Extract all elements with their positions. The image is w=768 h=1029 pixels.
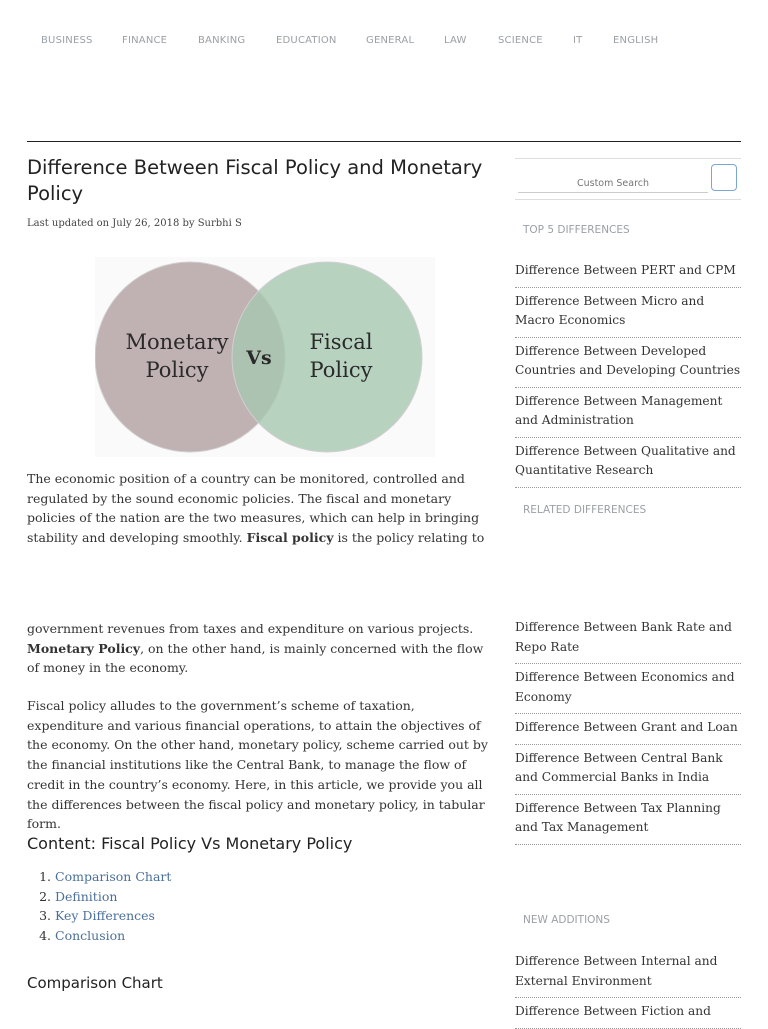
venn-right-line2: Policy (309, 358, 373, 382)
nav-science[interactable]: SCIENCE (498, 35, 543, 46)
intro-paragraph-cont (27, 619, 495, 678)
nav-it[interactable]: IT (573, 35, 583, 46)
overview-paragraph: Fiscal policy alludes to the government’s scheme of taxation, expenditure and various financial operations, to attain the objectives of the economy. On the other hand, monetary policy, scheme carried out by the financial institutions like the Central Bank, to manage the flow of credit in the country’s economy. Here, in this article, we provide you all the differences between the fiscal policy and monetary policy, in tabular form. (27, 698, 488, 832)
toc-link-definition[interactable]: Definition (55, 888, 118, 904)
venn-vs: Vs (246, 347, 272, 369)
top5-item[interactable]: Difference Between PERT and CPM (515, 257, 741, 288)
cont-bold: Monetary Policy (27, 640, 141, 656)
header-divider (27, 141, 741, 142)
top5-item[interactable]: Difference Between Management and Administration (515, 388, 741, 438)
new-item[interactable]: Difference Between Internal and External Environment (515, 948, 741, 998)
toc-item (55, 906, 171, 926)
related-heading: RELATED DIFFERENCES (523, 504, 647, 516)
nav-general[interactable]: GENERAL (366, 35, 415, 46)
venn-left-line2: Policy (145, 358, 209, 382)
cont-text-2: , on the other hand, is mainly concerned with the flow of money in the economy. (27, 640, 484, 676)
toc-link-conclusion[interactable]: Conclusion (55, 928, 126, 944)
cont-text: government revenues from taxes and expenditure on various projects. (27, 621, 474, 636)
nav-education[interactable]: EDUCATION (276, 35, 337, 46)
related-item[interactable]: Difference Between Economics and Economy (515, 664, 741, 714)
nav-finance[interactable]: FINANCE (122, 35, 168, 46)
toc-link-key-differences[interactable]: Key Differences (55, 908, 155, 924)
intro-paragraph (27, 469, 495, 548)
top5-heading: TOP 5 DIFFERENCES (523, 224, 630, 236)
comparison-chart-heading: Comparison Chart (27, 974, 163, 992)
new-additions-list (515, 948, 741, 1029)
toc-link-comparison-chart[interactable]: Comparison Chart (55, 869, 172, 884)
table-of-contents (27, 867, 171, 946)
intro-text: The economic position of a country can be monitored, controlled and regulated by the sound economic policies. The fiscal and monetary policies of the nation are the two measures, which can help in bringing stability and developing smoothly. (27, 471, 480, 546)
page-title: Difference Between Fiscal Policy and Monetary Policy (27, 156, 483, 205)
nav-law[interactable]: LAW (444, 35, 467, 46)
new-item[interactable]: Difference Between Fiction and (515, 998, 741, 1029)
nav-banking[interactable]: BANKING (198, 35, 246, 46)
new-additions-heading: NEW ADDITIONS (523, 914, 610, 926)
toc-item (55, 926, 171, 946)
venn-left-line1: Monetary (125, 330, 229, 354)
toc-item (55, 867, 171, 887)
search-input[interactable] (518, 174, 708, 193)
related-item[interactable]: Difference Between Central Bank and Commercial Banks in India (515, 745, 741, 795)
search-button[interactable] (711, 164, 737, 191)
related-item[interactable]: Difference Between Grant and Loan (515, 714, 741, 745)
search-box (515, 158, 741, 200)
top5-list (515, 257, 741, 488)
related-item[interactable]: Difference Between Bank Rate and Repo Rate (515, 614, 741, 664)
intro-bold: Fiscal policy (246, 530, 334, 546)
venn-right-line1: Fiscal (309, 330, 373, 354)
nav-english[interactable]: ENGLISH (613, 35, 659, 46)
top5-item[interactable]: Difference Between Developed Countries and Developing Countries (515, 338, 741, 388)
intro-text-2: is the policy relating to (333, 530, 485, 546)
related-list (515, 614, 741, 845)
top-nav (27, 30, 741, 54)
top5-item[interactable]: Difference Between Micro and Macro Economics (515, 288, 741, 338)
top5-item[interactable]: Difference Between Qualitative and Quantitative Research (515, 438, 741, 488)
post-meta: Last updated on July 26, 2018 by Surbhi S (27, 218, 242, 229)
nav-business[interactable]: BUSINESS (41, 35, 93, 46)
related-item[interactable]: Difference Between Tax Planning and Tax Management (515, 795, 741, 845)
toc-item (55, 887, 171, 907)
content-heading: Content: Fiscal Policy Vs Monetary Policy (27, 834, 353, 853)
fiscal-vs-monetary-image (95, 257, 435, 457)
